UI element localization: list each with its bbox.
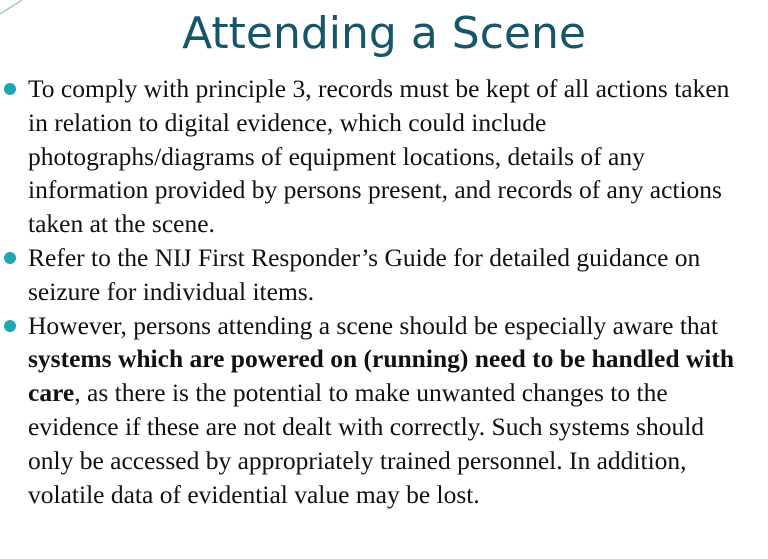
- bullet-dot-icon: [4, 252, 16, 264]
- bullet-item-powered-systems: [0, 309, 768, 512]
- bullet-dot-icon: [4, 83, 16, 95]
- bullet-text-emphasis: systems which are powered on (running) need to be handled with care: [28, 344, 735, 408]
- bullet-item-nij-guide: [0, 241, 768, 309]
- slide-title: Attending a Scene: [182, 8, 586, 59]
- bullet-list: [0, 72, 768, 511]
- bullet-text: Refer to the NIJ First Responder’s Guide for detailed guidance on seizure for individual items.: [28, 242, 701, 306]
- bullet-item-records: [0, 72, 768, 241]
- bullet-text-after: , as there is the potential to make unwanted changes to the evidence if these are not dealt with correctly. Such systems should only be accessed by appropriately trained personnel. In addition, volatile data of evidential value may be lost.: [28, 378, 705, 509]
- bullet-text-before: However, persons attending a scene should be especially aware that: [28, 310, 719, 340]
- bullet-dot-icon: [4, 320, 16, 332]
- bullet-text: To comply with principle 3, records must be kept of all actions taken in relation to digital evidence, which could include photographs/diagrams of equipment locations, details of any information provided by persons present, and records of any actions taken at the scene.: [28, 74, 730, 239]
